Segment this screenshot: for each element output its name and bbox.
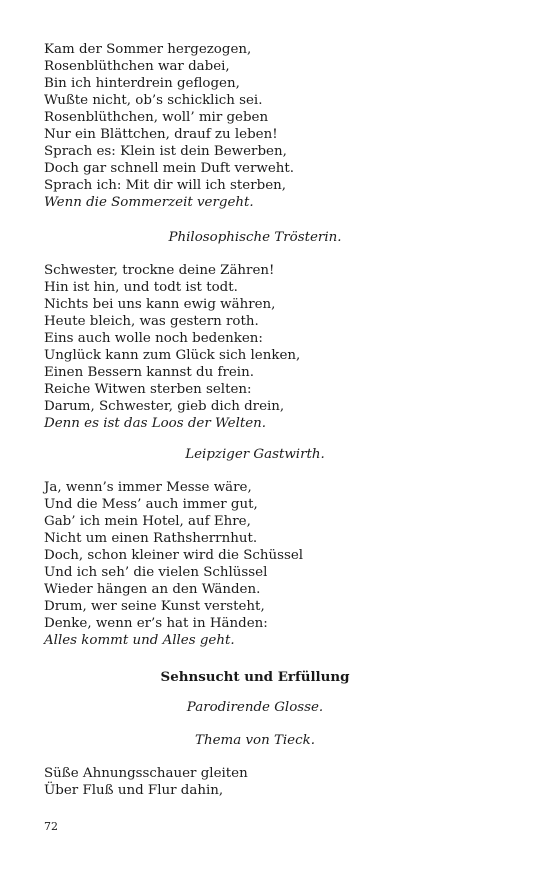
poem-title: Sehnsucht und Erfüllung xyxy=(160,669,350,685)
verse-line: Unglück kann zum Glück sich lenken, xyxy=(44,348,301,363)
verse-line: Ja, wenn’s immer Messe wäre, xyxy=(44,480,252,495)
verse-line: Denke, wenn er’s hat in Händen: xyxy=(44,616,268,631)
verse-line: Nur ein Blättchen, drauf zu leben! xyxy=(44,127,278,142)
verse-line: Darum, Schwester, gieb dich drein, xyxy=(44,399,285,414)
verse-line-refrain: Alles kommt und Alles geht. xyxy=(44,633,235,648)
verse-line: Rosenblüthchen war dabei, xyxy=(44,59,230,74)
stanza-1 xyxy=(44,41,514,211)
verse-line: Einen Bessern kannst du frein. xyxy=(44,365,254,380)
section-heading: Leipziger Gastwirth. xyxy=(185,447,325,462)
verse-line: Wußte nicht, ob’s schicklich sei. xyxy=(44,93,263,108)
page-number: 72 xyxy=(44,820,58,833)
verse-line: Rosenblüthchen, woll’ mir geben xyxy=(44,110,269,125)
verse-line: Und ich seh’ die vielen Schlüssel xyxy=(44,565,268,580)
verse-line: Sprach es: Klein ist dein Bewerben, xyxy=(44,144,287,159)
verse-line: Gab’ ich mein Hotel, auf Ehre, xyxy=(44,514,251,529)
verse-line: Wieder hängen an den Wänden. xyxy=(44,582,261,597)
verse-line-refrain: Wenn die Sommerzeit vergeht. xyxy=(44,195,254,210)
verse-line: Sprach ich: Mit dir will ich sterben, xyxy=(44,178,287,193)
verse-line: Reiche Witwen sterben selten: xyxy=(44,382,252,397)
verse-line: Nichts bei uns kann ewig währen, xyxy=(44,297,276,312)
stanza-4 xyxy=(44,765,514,799)
verse-line-refrain: Denn es ist das Loos der Welten. xyxy=(44,416,267,431)
verse-line: Doch gar schnell mein Duft verweht. xyxy=(44,161,295,176)
verse-line: Heute bleich, was gestern roth. xyxy=(44,314,259,329)
poem-subtitle: Parodirende Glosse. xyxy=(186,700,324,715)
verse-line: Eins auch wolle noch bedenken: xyxy=(44,331,263,346)
verse-line: Kam der Sommer hergezogen, xyxy=(44,42,252,57)
section-heading: Philosophische Trösterin. xyxy=(168,230,342,245)
verse-line: Hin ist hin, und todt ist todt. xyxy=(44,280,238,295)
verse-line: Und die Mess’ auch immer gut, xyxy=(44,497,258,512)
verse-line: Doch, schon kleiner wird die Schüssel xyxy=(44,548,304,563)
verse-line: Schwester, trockne deine Zähren! xyxy=(44,263,275,278)
verse-line: Süße Ahnungsschauer gleiten xyxy=(44,766,248,781)
verse-line: Drum, wer seine Kunst versteht, xyxy=(44,599,265,614)
verse-line: Bin ich hinterdrein geflogen, xyxy=(44,76,240,91)
stanza-3 xyxy=(44,479,514,649)
stanza-2 xyxy=(44,262,514,432)
verse-line: Nicht um einen Rathsherrnhut. xyxy=(44,531,258,546)
verse-line: Über Fluß und Flur dahin, xyxy=(44,783,224,798)
poem-theme: Thema von Tieck. xyxy=(195,733,315,748)
